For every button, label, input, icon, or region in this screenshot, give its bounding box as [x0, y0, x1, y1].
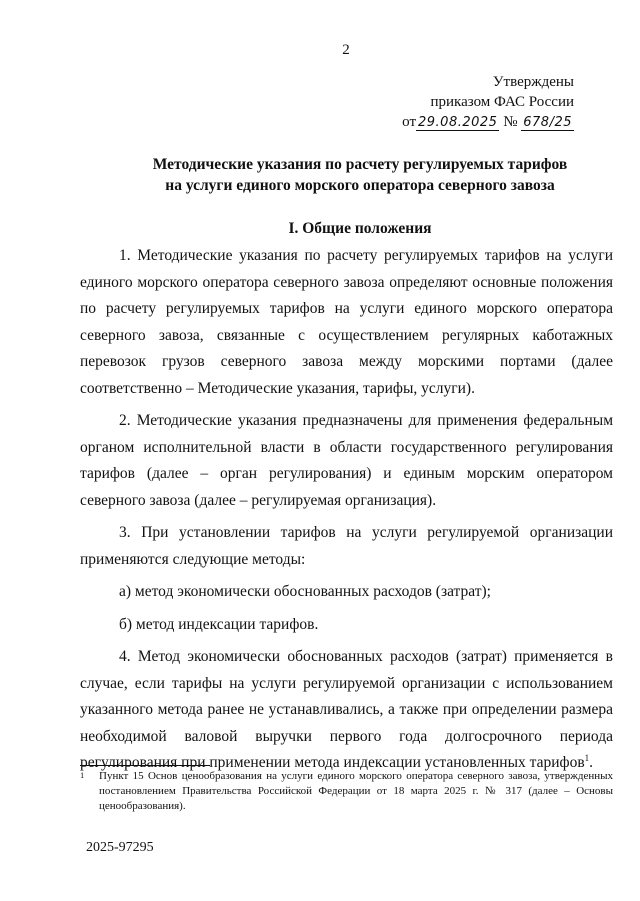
approval-line-2: приказом ФАС России [430, 94, 574, 110]
footnote-reference[interactable]: 1 [584, 752, 590, 763]
method-item-a: а) метод экономически обоснованных расходов (затрат); [119, 583, 491, 600]
paragraph-2: 2. Методические указания предназначены для применения федеральным органом исполнительной власти в области государственного регулирования тарифов (далее – орган регулирования) и единым морским оператором северного завоза (далее – регулируемая организация). [80, 412, 613, 509]
approval-date-line [402, 112, 574, 133]
paragraph-4 [80, 644, 613, 777]
paragraph-1: 1. Методические указания по расчету регулируемых тарифов на услуги единого морского оператора северного завоза определяют основные положения по расчету регулируемых тарифов на услуги единого морского оператора северного завоза, связанные с осуществлением регулярных каботажных перевозок грузов северного завоза между морскими портами (далее соответственно – Методические указания, тарифы, услуги). [80, 247, 613, 397]
document-body [80, 243, 613, 777]
handwritten-date: 29.08.2025 [418, 115, 498, 130]
approval-block [402, 72, 574, 133]
date-prefix: от [402, 114, 416, 130]
document-title [60, 154, 640, 196]
paragraph-4-text: 4. Метод экономически обоснованных расходов (затрат) применяется в случае, если тарифы на услуги регулируемой организации с использованием указанного метода ранее не устанавливались, а также при определении размера необходимой валовой выручки первого года долгосрочного периода регулирования при применении метода индексации установленных тарифов [80, 648, 613, 771]
footnote-text: Пункт 15 Основ ценообразования на услуги единого морского оператора северного завоза, утвержденных постановлением Правительства Российской Федерации от 18 марта 2025 г. № 317 (далее – Основы ценообразования). [99, 770, 613, 812]
title-line-2: на услуги единого морского оператора северного завоза [165, 177, 555, 194]
paragraph-3: 3. При установлении тарифов на услуги регулируемой организации применяются следующие методы: [80, 524, 613, 568]
handwritten-order-number: 678/25 [523, 115, 572, 130]
method-item-b: б) метод индексации тарифов. [119, 615, 319, 633]
document-id: 2025-97295 [86, 840, 154, 855]
section-heading: I. Общие положения [288, 220, 432, 237]
footnote-divider [80, 765, 210, 766]
footnote [80, 769, 613, 814]
footnote-mark: 1 [80, 770, 85, 780]
number-prefix: № [503, 114, 518, 130]
paragraph-4-end: . [589, 754, 594, 771]
title-line-1: Методические указания по расчету регулируемых тарифов [152, 156, 568, 173]
page-number: 2 [342, 42, 350, 58]
approval-line-1: Утверждены [492, 74, 574, 90]
